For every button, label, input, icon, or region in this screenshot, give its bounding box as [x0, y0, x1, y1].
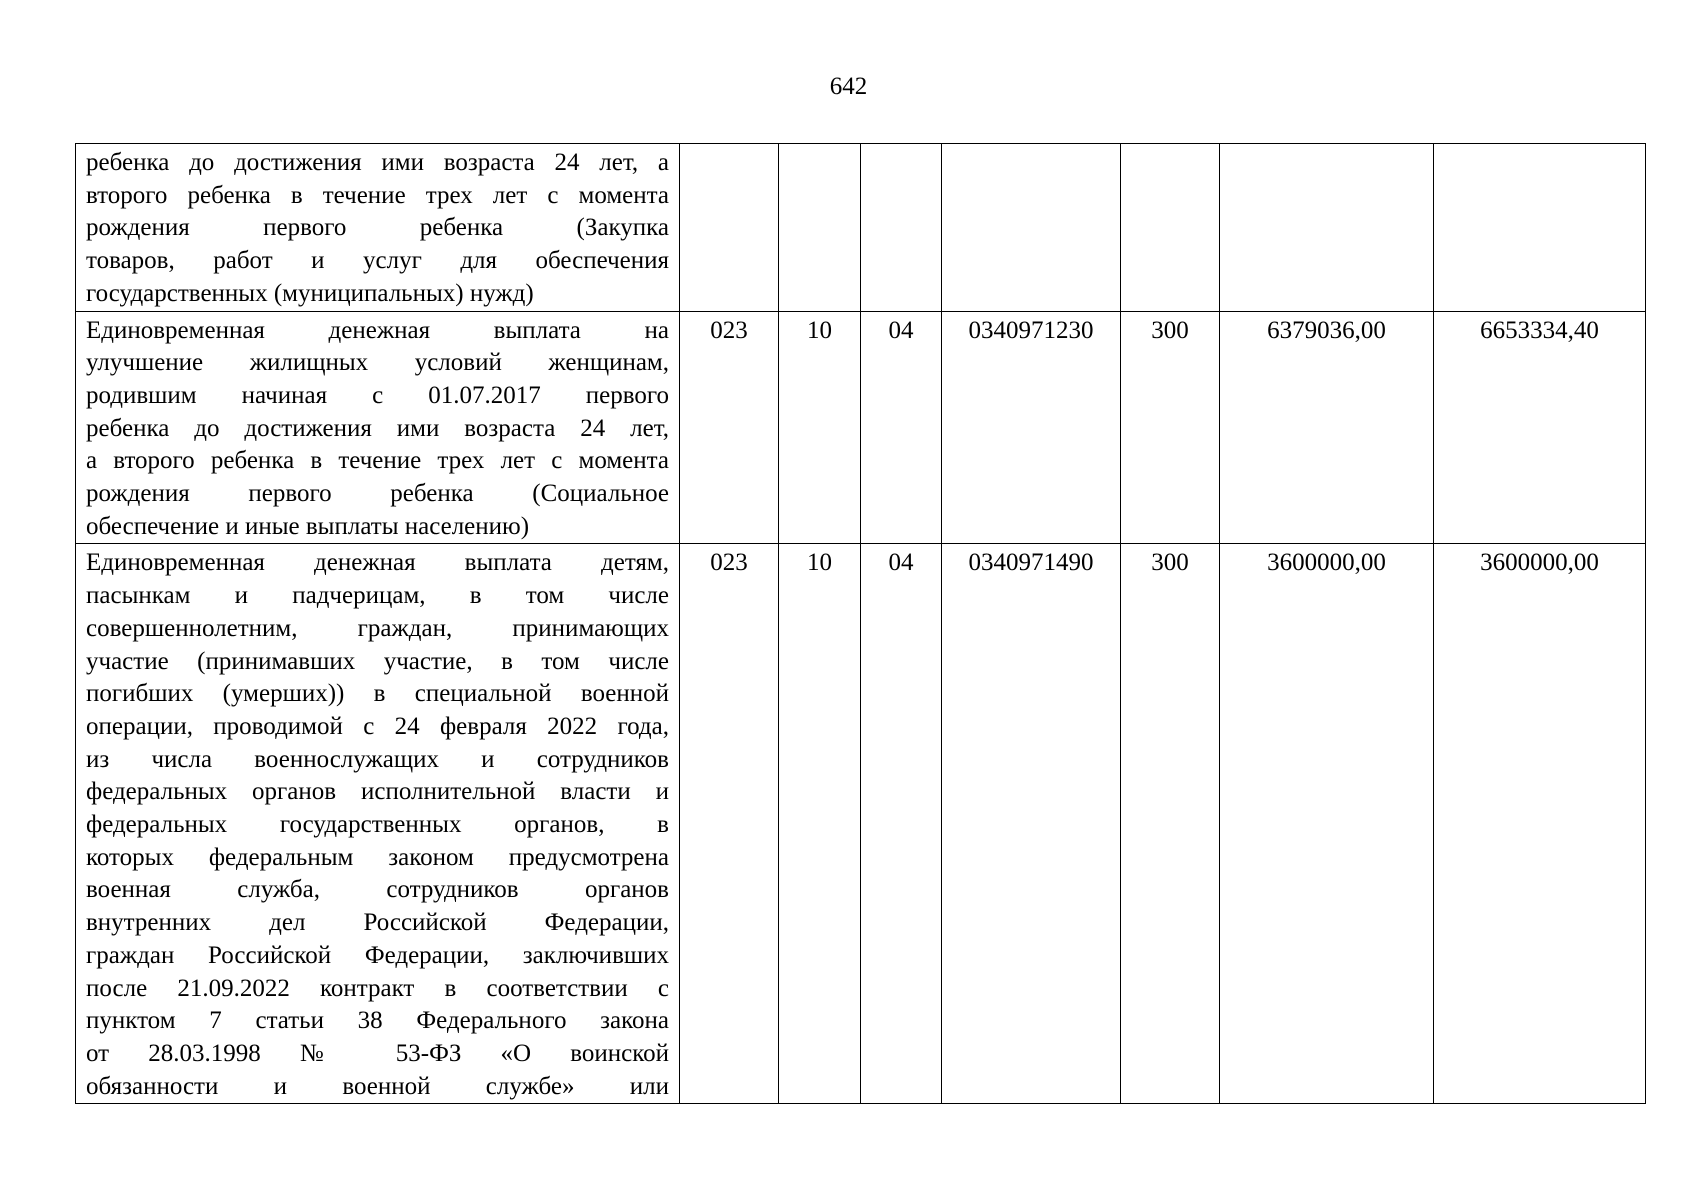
description-line: ребенка до достижения ими возраста 24 лет, а: [86, 149, 669, 176]
budget-table: [75, 143, 1646, 1104]
description-line: а второго ребенка в течение трех лет с момента: [86, 447, 669, 475]
ministry-code: 023: [680, 311, 779, 544]
section-code: 10: [779, 544, 861, 1104]
subsection-code: [861, 144, 942, 312]
description-line: операции, проводимой с 24 февраля 2022 года,: [86, 712, 669, 740]
description-line: граждан Российской Федерации, заключивших: [86, 941, 669, 969]
section-code: [779, 144, 861, 312]
table-row: [76, 544, 1646, 1104]
page-number: 642: [829, 73, 868, 100]
table-row: [76, 311, 1646, 544]
amount-year-2: 3600000,00: [1434, 544, 1646, 1104]
description-line: погибших (умерших)) в специальной военной: [86, 680, 669, 708]
description-line: рождения первого ребенка (Социальное: [86, 480, 669, 508]
section-code: 10: [779, 311, 861, 544]
description-line: пунктом 7 статьи 38 Федерального закона: [86, 1007, 669, 1035]
description-line: совершеннолетним, граждан, принимающих: [86, 614, 669, 642]
description-line: обеспечение и иные выплаты населению): [86, 512, 530, 540]
description-line: государственных (муниципальных) нужд): [86, 279, 534, 307]
expense-type-code: 300: [1121, 544, 1220, 1104]
description-line: Единовременная денежная выплата на: [86, 316, 669, 344]
amount-year-2: [1434, 144, 1646, 312]
description-line: участие (принимавших участие, в том числе: [86, 647, 669, 675]
description-line: федеральных органов исполнительной власти и: [86, 778, 669, 806]
description-line: после 21.09.2022 контракт в соответствии с: [86, 974, 669, 1002]
description-line: которых федеральным законом предусмотрена: [86, 843, 669, 871]
target-article-code: [942, 144, 1121, 312]
row-description: [76, 144, 680, 312]
description-line: рождения первого ребенка (Закупка: [86, 214, 669, 242]
description-line: пасынкам и падчерицам, в том числе: [86, 582, 669, 610]
ministry-code: 023: [680, 544, 779, 1104]
description-line: обязанности и военной службе» или: [86, 1072, 669, 1100]
row-description: [76, 544, 680, 1104]
row-description: [76, 311, 680, 544]
description-line: улучшение жилищных условий женщинам,: [86, 349, 669, 377]
expense-type-code: [1121, 144, 1220, 312]
amount-year-1: [1220, 144, 1434, 312]
description-line: военная служба, сотрудников органов: [86, 876, 669, 904]
table-row: [76, 144, 1646, 312]
description-line: родившим начиная с 01.07.2017 первого: [86, 381, 669, 409]
description-line: второго ребенка в течение трех лет с момента: [86, 181, 669, 209]
expense-type-code: 300: [1121, 311, 1220, 544]
description-line: из числа военнослужащих и сотрудников: [86, 745, 669, 773]
description-line: внутренних дел Российской Федерации,: [86, 909, 669, 937]
subsection-code: 04: [861, 311, 942, 544]
amount-year-1: 6379036,00: [1220, 311, 1434, 544]
ministry-code: [680, 144, 779, 312]
amount-year-2: 6653334,40: [1434, 311, 1646, 544]
description-line: ребенка до достижения ими возраста 24 лет,: [86, 414, 669, 442]
amount-year-1: 3600000,00: [1220, 544, 1434, 1104]
description-line: Единовременная денежная выплата детям,: [86, 549, 669, 577]
target-article-code: 0340971490: [942, 544, 1121, 1104]
subsection-code: 04: [861, 544, 942, 1104]
description-line: федеральных государственных органов, в: [86, 811, 669, 839]
target-article-code: 0340971230: [942, 311, 1121, 544]
description-line: от 28.03.1998 № 53-ФЗ «О воинской: [86, 1039, 669, 1067]
description-line: товаров, работ и услуг для обеспечения: [86, 247, 669, 275]
